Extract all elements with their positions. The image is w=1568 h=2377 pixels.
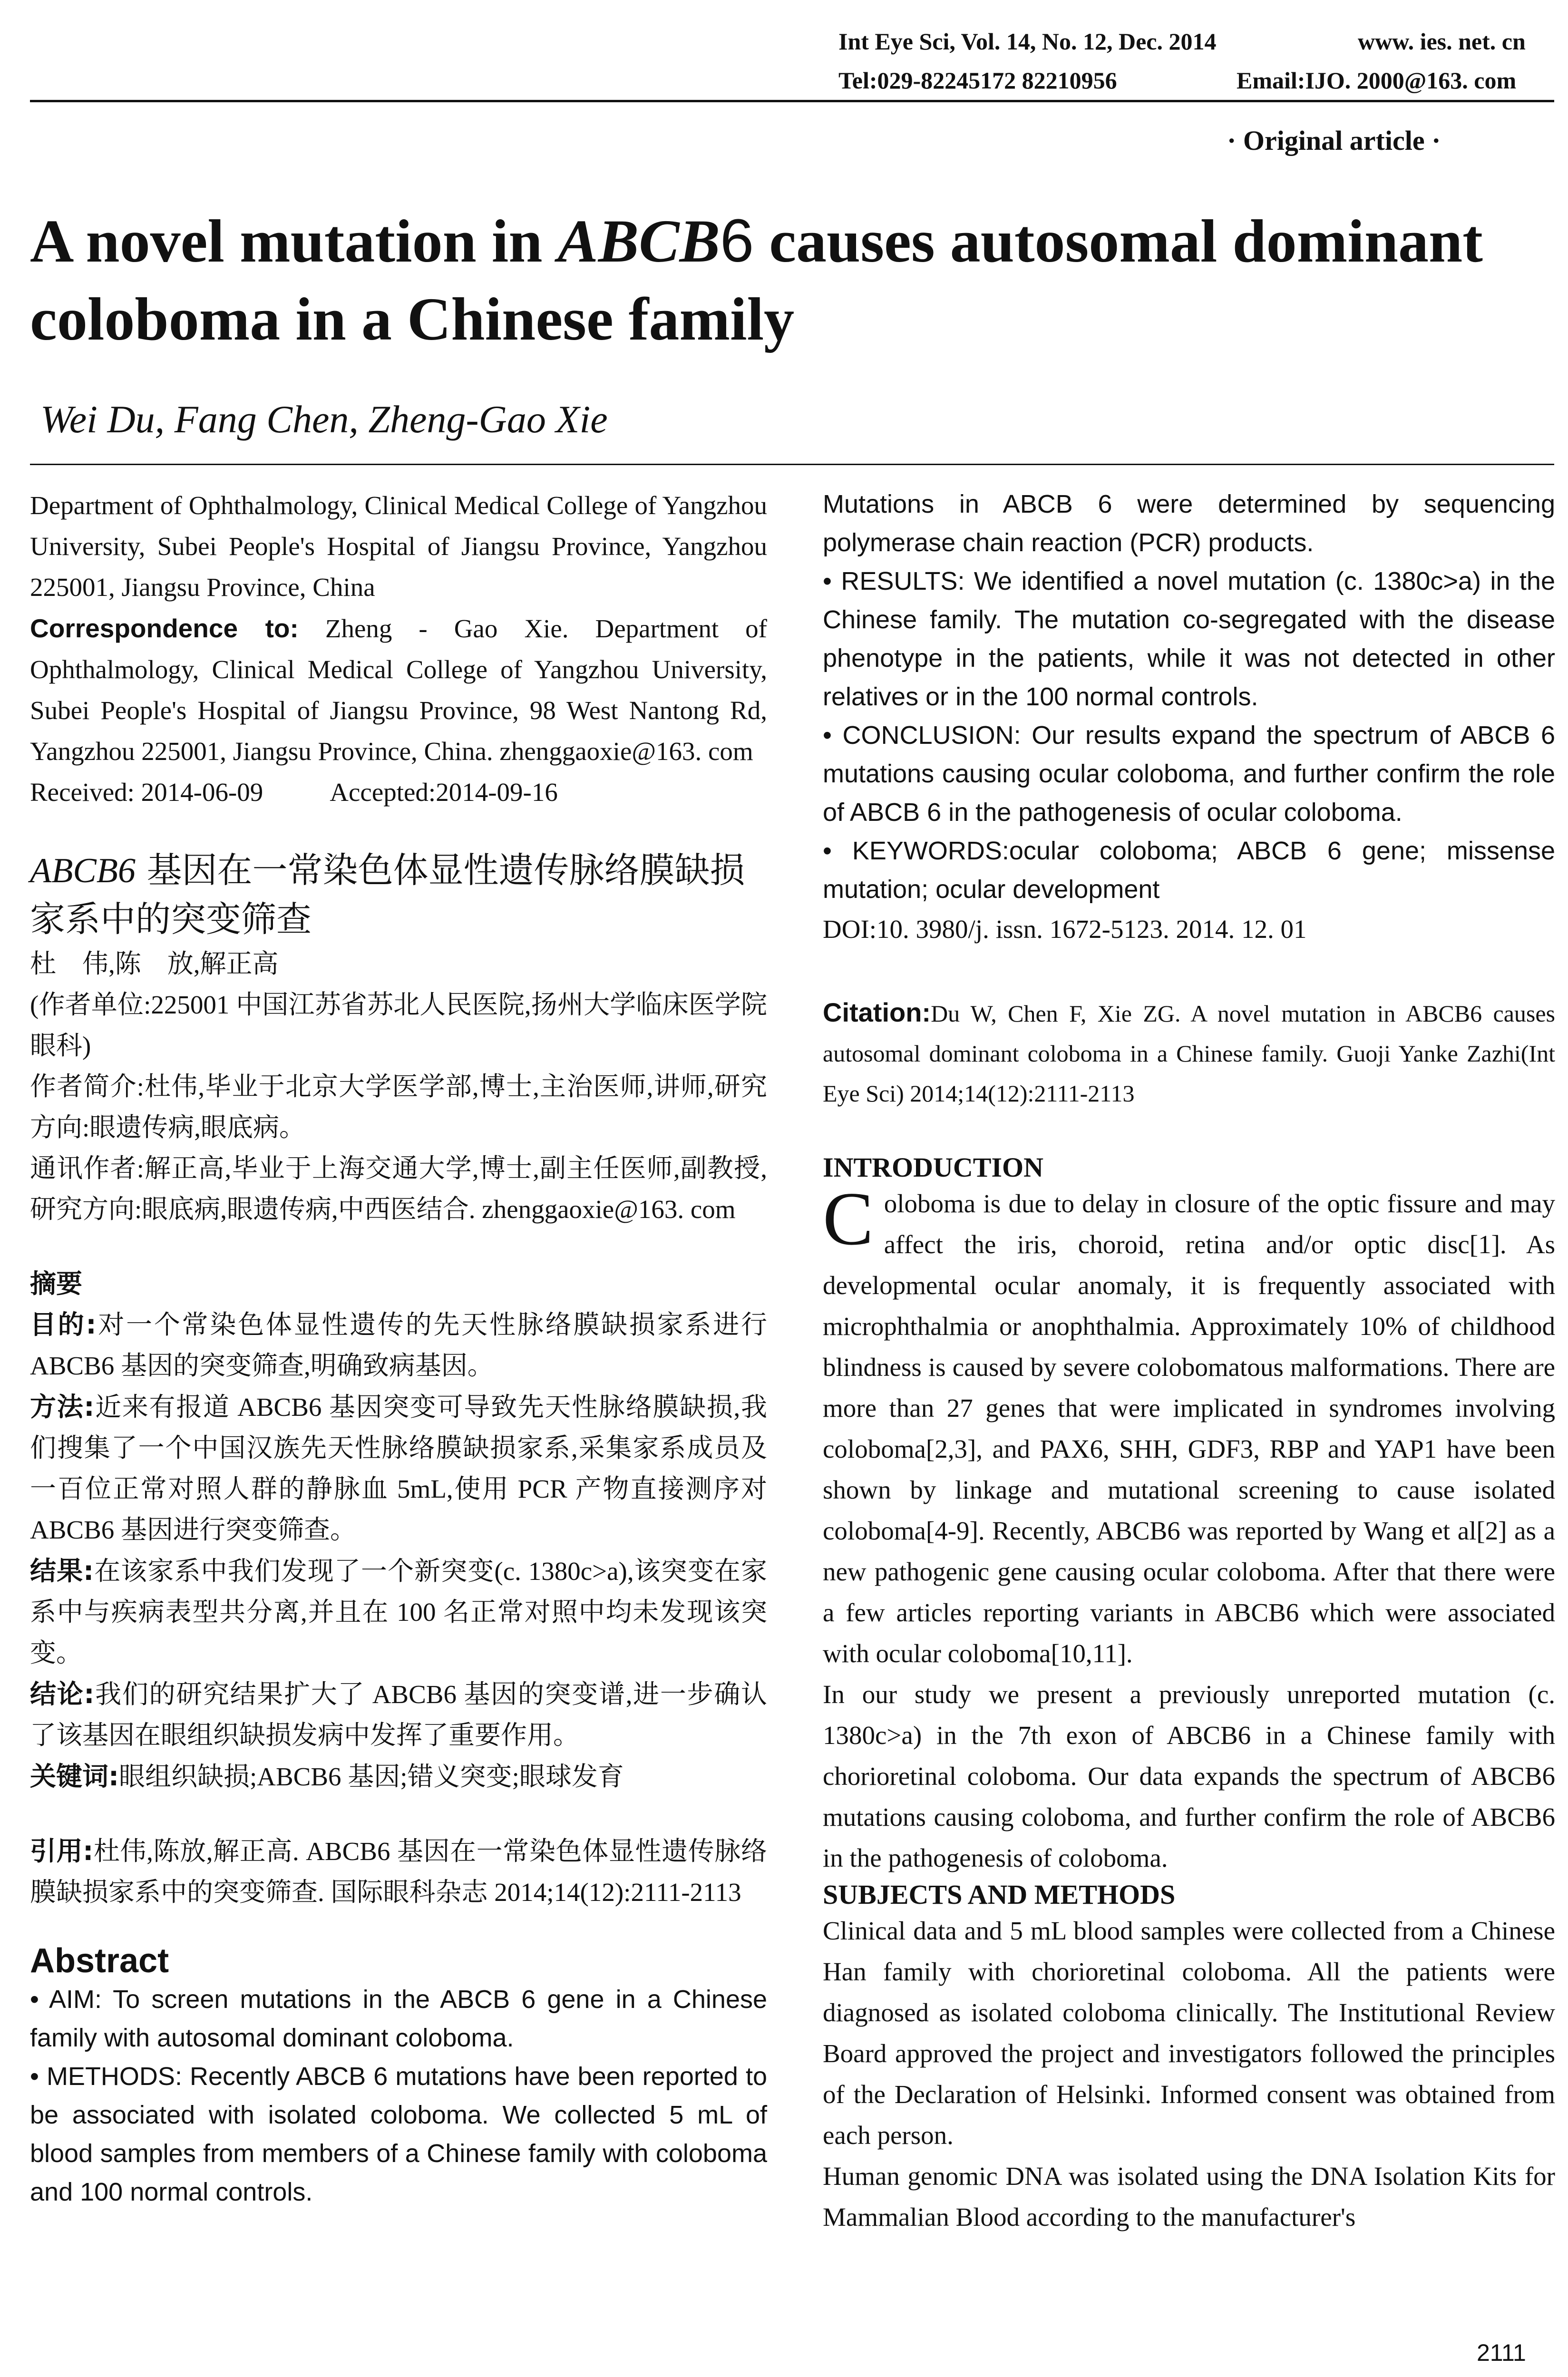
abstract-results (823, 562, 1555, 716)
header-rule (30, 100, 1554, 102)
cn-aim-text: 对一个常染色体显性遗传的先天性脉络膜缺损家系进行 ABCB6 基因的突变筛查,明确致病基因。 (30, 1310, 767, 1380)
title-gene-number: 6 (720, 207, 754, 275)
methods-paragraph-2: Human genomic DNA was isolated using the DNA Isolation Kits for Mammalian Blood according to the manufacturer's (823, 2162, 1555, 2231)
abstract-methods-continued: Mutations in ABCB 6 were determined by sequencing polymerase chain reaction (PCR) products. (823, 490, 1555, 557)
cn-results (30, 1550, 767, 1674)
cn-authors: 杜 伟,陈 放,解正高 (30, 949, 279, 978)
cn-aim (30, 1304, 767, 1386)
abstract-methods-label: • METHODS: (30, 2062, 182, 2091)
title-line1-a: A novel mutation in (30, 207, 558, 275)
methods-paragraph-1: Clinical data and 5 mL blood samples were collected from a Chinese Han family with chorioretinal coloboma. All the patients were diagnosed as isolated coloboma clinically. The Institutional Review Board approved the project and investigators followed the principles of the Declaration of Helsinki. Informed consent was obtained from each person. (823, 1916, 1555, 2150)
abstract-methods-text: Recently ABCB 6 mutations have been reported to be associated with isolated coloboma. We collected 5 mL of blood samples from members of a Chinese family with coloboma and 100 normal controls. (30, 2062, 767, 2206)
abstract-aim (30, 1980, 767, 2057)
cn-conclusion-text: 我们的研究结果扩大了 ABCB6 基因的突变谱,进一步确认了该基因在眼组织缺损发病中发挥了重要作用。 (30, 1680, 767, 1750)
abstract-keywords (823, 832, 1555, 909)
cn-citation-label: 引用: (30, 1836, 94, 1866)
introduction-heading: INTRODUCTION (823, 1152, 1044, 1183)
article-title (30, 202, 1561, 358)
abstract-keywords-text: ocular coloboma; ABCB 6 gene; missense mutation; ocular development (823, 837, 1556, 904)
journal-website: www. ies. net. cn (1358, 28, 1526, 55)
cn-title-gene: ABCB6 (30, 851, 136, 890)
introduction-p1-text: oloboma is due to delay in closure of the optic fissure and may affect the iris, choroid, retina and/or optic disc[1]. As developmental ocular anomaly, it is frequently associated with microphthalmia or anophthalmia. Approximately 10% of childhood blindness is caused by severe colobomatous malformations. There are more than 27 genes that were implicated in syndromes involving coloboma[2,3], and PAX6, SHH, GDF3, RBP and YAP1 have been shown by linkage and mutational screening to cause isolated coloboma[4-9]. Recently, ABCB6 was reported by Wang et al[2] as a new pathogenic gene causing ocular coloboma. After that there were a few articles reporting variants in ABCB6 which were associated with ocular coloboma[10,11]. (823, 1189, 1555, 1668)
cn-methods-label: 方法: (30, 1392, 95, 1422)
cn-aim-label: 目的: (30, 1309, 97, 1340)
cn-keywords-text: 眼组织缺损;ABCB6 基因;错义突变;眼球发育 (119, 1762, 624, 1791)
cn-conclusion-label: 结论: (30, 1679, 95, 1709)
citation-text: Du W, Chen F, Xie ZG. A novel mutation in ABCB6 causes autosomal dominant coloboma in a Chinese family. Guoji Yanke Zazhi(Int Eye Sci) 2014;14(12):2111-2113 (823, 1000, 1555, 1107)
cn-unit: (作者单位:225001 中国江苏省苏北人民医院,扬州大学临床医学院眼科) (30, 990, 767, 1060)
cn-results-text: 在该家系中我们发现了一个新突变(c. 1380c>a),该突变在家系中与疾病表型共分离,并且在 100 名正常对照中均未发现该突变。 (30, 1557, 767, 1667)
right-column (823, 485, 1555, 2238)
journal-tel: Tel:029-82245172 82210956 (838, 67, 1117, 94)
journal-email: Email:IJO. 2000@163. com (1237, 67, 1517, 94)
doi: DOI:10. 3980/j. issn. 1672-5123. 2014. 12. 01 (823, 915, 1307, 944)
cn-keywords (30, 1756, 767, 1797)
cn-conclusion (30, 1674, 767, 1756)
abstract-conclusion (823, 716, 1555, 832)
cn-methods-text: 近来有报道 ABCB6 基因突变可导致先天性脉络膜缺损,我们搜集了一个中国汉族先天性脉络膜缺损家系,采集家系成员及一百位正常对照人群的静脉血 5mL,使用 PCR 产物直接测序对 ABCB6 基因进行突变筛查。 (30, 1393, 767, 1544)
abstract-conclusion-label: • CONCLUSION: (823, 721, 1021, 750)
abstract-aim-label: • AIM: (30, 1985, 102, 2014)
abstract-results-text: We identified a novel mutation (c. 1380c>a) in the Chinese family. The mutation co-segregated with the disease phenotype in the patients, while it was not detected in other relatives or in the 100 normal controls. (823, 567, 1555, 711)
abstract-aim-text: To screen mutations in the ABCB 6 gene in a Chinese family with autosomal dominant coloboma. (30, 1985, 768, 2052)
cn-methods (30, 1386, 767, 1550)
methods-heading: SUBJECTS AND METHODS (823, 1879, 1176, 1910)
abstract-methods (30, 2057, 767, 2211)
abstract-heading: Abstract (30, 1942, 169, 1980)
cn-correspondence: 通讯作者:解正高,毕业于上海交通大学,博士,副主任医师,副教授,研究方向:眼底病,眼遗传病,中西医结合. zhenggaoxie@163. com (30, 1154, 767, 1224)
correspondence-label: Correspondence to: (30, 614, 299, 643)
affiliation: Department of Ophthalmology, Clinical Medical College of Yangzhou University, Subei People's Hospital of Jiangsu Province, Yangzhou 225001, Jiangsu Province, China (30, 491, 767, 602)
cn-abstract-head: 摘要 (30, 1268, 83, 1299)
authors: Wei Du, Fang Chen, Zheng-Gao Xie (40, 398, 608, 441)
citation (823, 993, 1555, 1113)
introduction-paragraph-1 (823, 1176, 1555, 1674)
left-column (30, 485, 767, 2211)
cn-author-intro: 作者简介:杜伟,毕业于北京大学医学部,博士,主治医师,讲师,研究方向:眼遗传病,眼底病。 (30, 1072, 767, 1142)
title-gene: ABCB (557, 207, 720, 275)
cn-citation (30, 1831, 767, 1913)
cn-results-label: 结果: (30, 1556, 94, 1586)
abstract-conclusion-text: Our results expand the spectrum of ABCB 6 mutations causing ocular coloboma, and further confirm the role of ABCB 6 in the pathogenesis of ocular coloboma. (823, 721, 1555, 827)
abstract-results-label: • RESULTS: (823, 567, 965, 595)
title-line2: coloboma in a Chinese family (30, 285, 795, 353)
title-line1-b: causes autosomal dominant (754, 207, 1483, 275)
page-number: 2111 (1477, 2339, 1526, 2366)
citation-label: Citation: (823, 997, 931, 1027)
introduction-paragraph-2: In our study we present a previously unreported mutation (c. 1380c>a) in the 7th exon of ABCB6 in a Chinese family with chorioretinal coloboma. Our data expands the spectrum of ABCB6 mutations causing coloboma, and further confirm the role of ABCB6 in the pathogenesis of coloboma. (823, 1680, 1555, 1872)
cn-keywords-label: 关键词: (30, 1761, 119, 1792)
correspondence (30, 608, 767, 772)
section-tag: · Original article · (1227, 125, 1441, 156)
cn-title-rest: 基因在一常染色体显性遗传脉络膜缺损家系中的突变筛查 (30, 850, 745, 940)
cn-citation-text: 杜伟,陈放,解正高. ABCB6 基因在一常染色体显性遗传脉络膜缺损家系中的突变筛查. 国际眼科杂志 2014;14(12):2111-2113 (30, 1837, 768, 1907)
correspondence-text: Zheng - Gao Xie. Department of Ophthalmology, Clinical Medical College of Yangzhou University, Subei People's Hospital of Jiangsu Province, 98 West Nantong Rd, Yangzhou 225001, Jiangsu Province, China. zhenggaoxie@163. com (30, 614, 767, 766)
drop-cap: C (823, 1176, 874, 1261)
journal-citation-header: Int Eye Sci, Vol. 14, No. 12, Dec. 2014 (838, 28, 1217, 55)
authors-rule (30, 464, 1554, 465)
accepted-date: Accepted:2014-09-16 (330, 778, 558, 807)
received-date: Received: 2014-06-09 (30, 778, 263, 807)
abstract-keywords-label: • KEYWORDS: (823, 837, 1009, 865)
received-accepted (30, 772, 767, 813)
cn-title (30, 846, 767, 944)
